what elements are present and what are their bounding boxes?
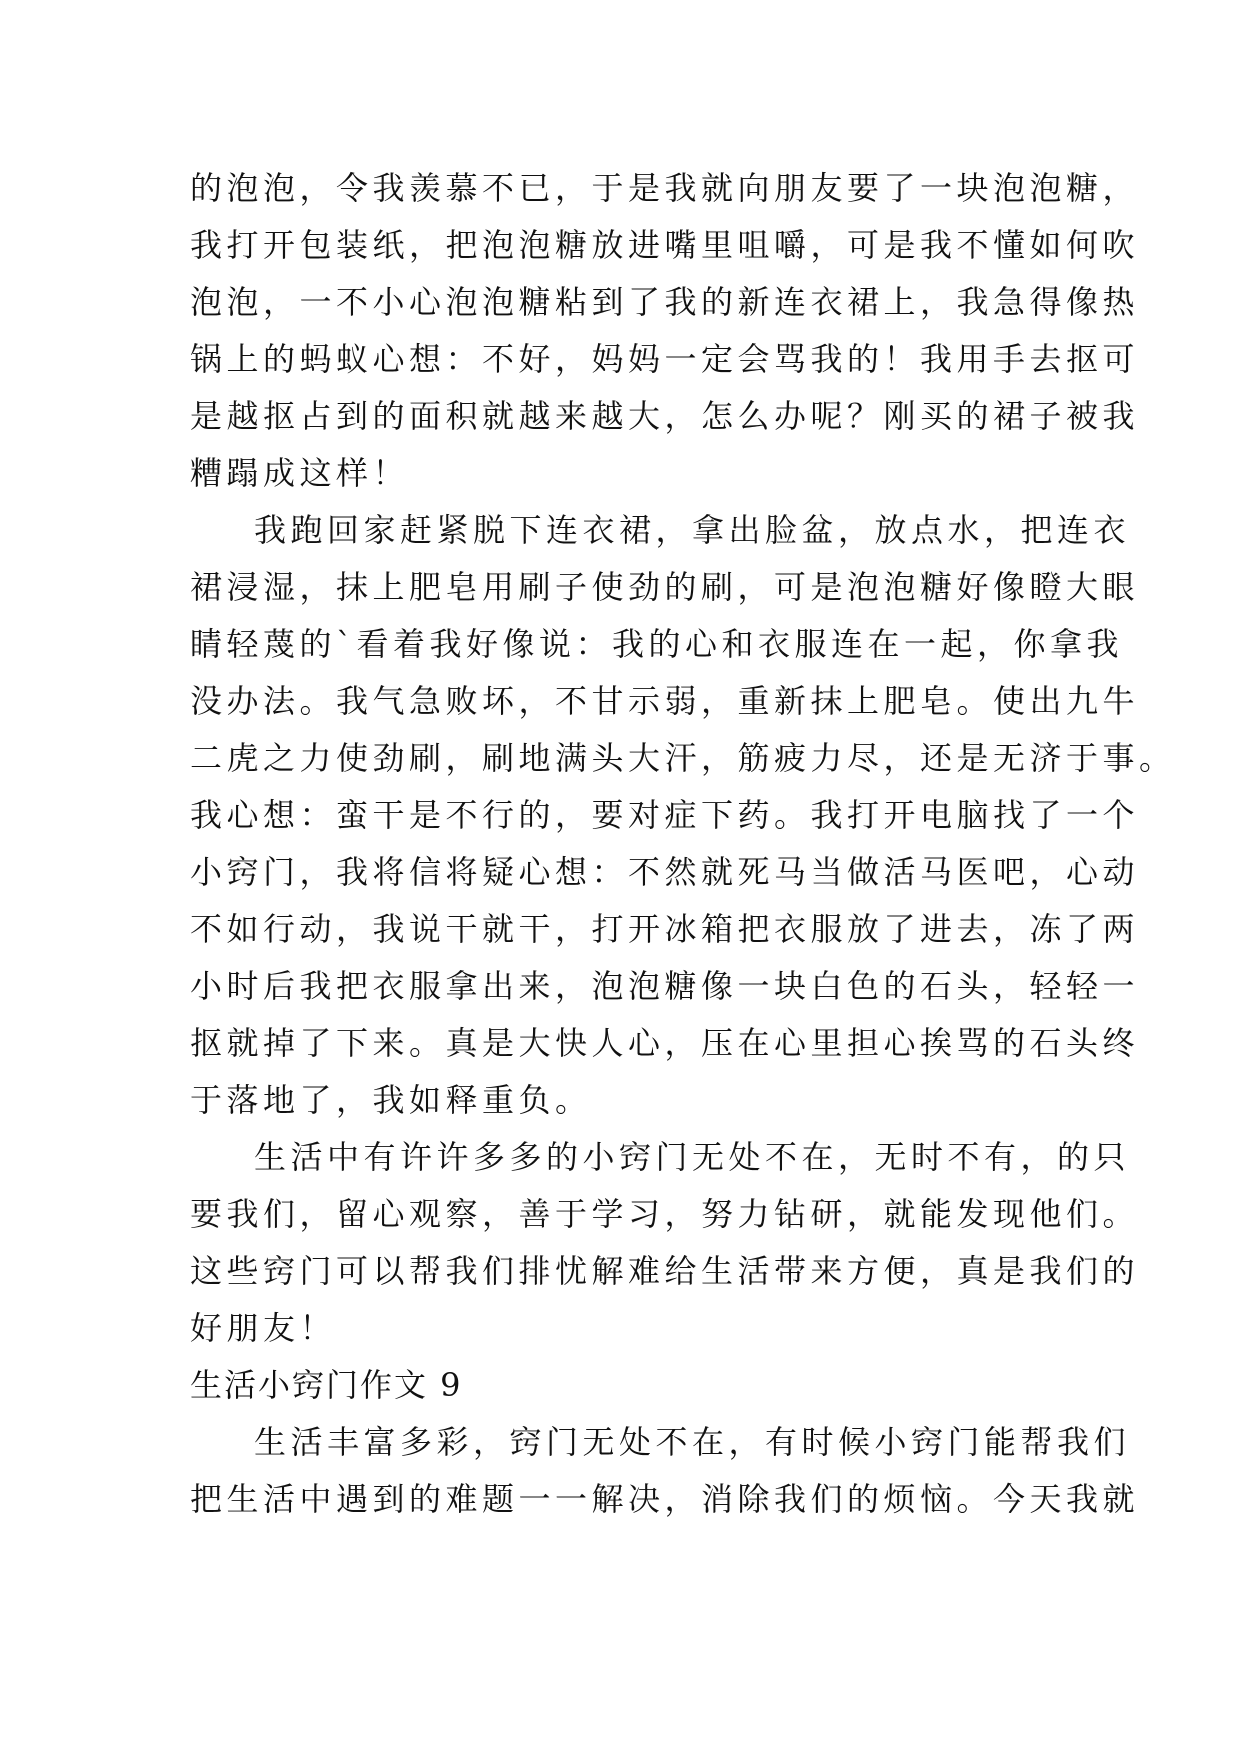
text-line: 的泡泡，令我羡慕不已，于是我就向朋友要了一块泡泡糖， xyxy=(190,169,1140,207)
text-line: 泡泡，一不小心泡泡糖粘到了我的新连衣裙上，我急得像热 xyxy=(190,283,1140,321)
text-line: 于落地了，我如释重负。 xyxy=(190,1081,592,1119)
text-line: 锅上的蚂蚁心想：不好，妈妈一定会骂我的！我用手去抠可 xyxy=(190,340,1140,378)
text-line: 没办法。我气急败坏，不甘示弱，重新抹上肥皂。使出九牛 xyxy=(190,682,1140,720)
text-line: 二虎之力使劲刷，刷地满头大汗，筋疲力尽，还是无济于事。 xyxy=(190,739,1176,777)
paragraph-first-line: 生活中有许许多多的小窍门无处不在，无时不有，的只 xyxy=(254,1138,1131,1176)
text-line: 我打开包装纸，把泡泡糖放进嘴里咀嚼，可是我不懂如何吹 xyxy=(190,226,1140,264)
text-line: 糟蹋成这样！ xyxy=(190,454,410,492)
text-line: 是越抠占到的面积就越来越大，怎么办呢？刚买的裙子被我 xyxy=(190,397,1140,435)
text-line: 好朋友！ xyxy=(190,1309,337,1347)
text-line: 裙浸湿，抹上肥皂用刷子使劲的刷，可是泡泡糖好像瞪大眼 xyxy=(190,568,1140,606)
paragraph-first-line: 我跑回家赶紧脱下连衣裙，拿出脸盆，放点水，把连衣 xyxy=(254,511,1131,549)
text-line: 睛轻蔑的`看着我好像说：我的心和衣服连在一起，你拿我 xyxy=(190,625,1124,663)
text-line: 小窍门，我将信将疑心想：不然就死马当做活马医吧，心动 xyxy=(190,853,1140,891)
section-heading: 生活小窍门作文 9 xyxy=(190,1366,463,1404)
text-line: 要我们，留心观察，善于学习，努力钻研，就能发现他们。 xyxy=(190,1195,1140,1233)
text-line: 把生活中遇到的难题一一解决，消除我们的烦恼。今天我就 xyxy=(190,1480,1140,1518)
text-line: 这些窍门可以帮我们排忧解难给生活带来方便，真是我们的 xyxy=(190,1252,1140,1290)
paragraph-first-line: 生活丰富多彩，窍门无处不在，有时候小窍门能帮我们 xyxy=(254,1423,1131,1461)
text-line: 不如行动，我说干就干，打开冰箱把衣服放了进去，冻了两 xyxy=(190,910,1140,948)
text-line: 小时后我把衣服拿出来，泡泡糖像一块白色的石头，轻轻一 xyxy=(190,967,1140,1005)
text-line: 我心想：蛮干是不行的，要对症下药。我打开电脑找了一个 xyxy=(190,796,1140,834)
text-line: 抠就掉了下来。真是大快人心，压在心里担心挨骂的石头终 xyxy=(190,1024,1140,1062)
